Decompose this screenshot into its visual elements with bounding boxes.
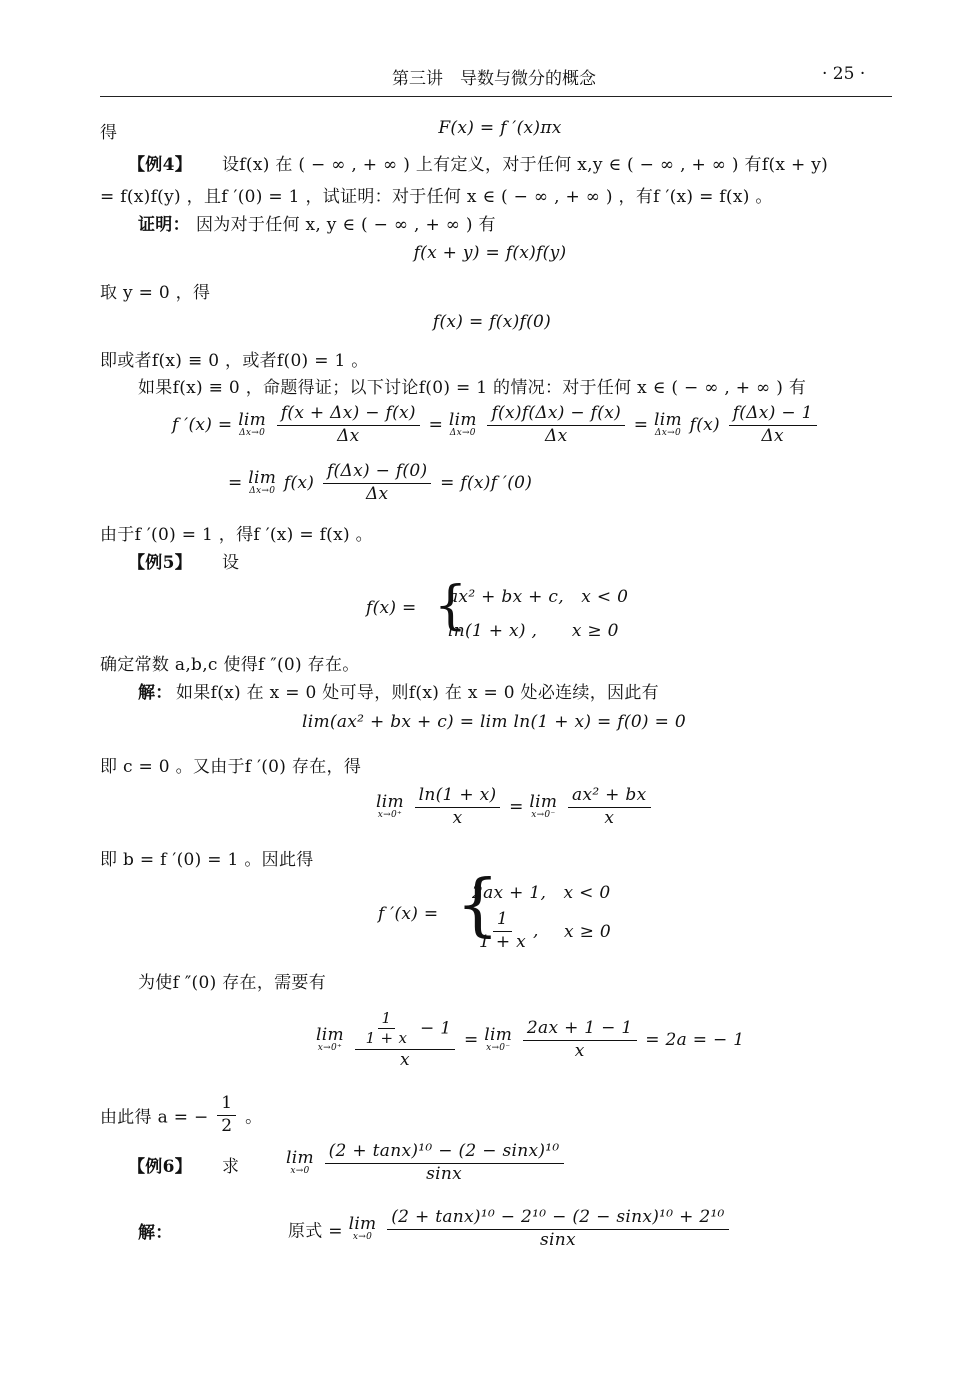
- example-4-line-2: = f(x)f(y) ，且f ′(0) = 1 ，试证明：对于任何 x ∈ ( − ∞ , + ∞ ) ，有f ′(x) = f(x) 。: [100, 187, 773, 207]
- piecewise-case-1: ax² + bx + c, x < 0: [448, 587, 629, 607]
- text-conclusion-ex4: 由于f ′(0) = 1 ，得f ′(x) = f(x) 。: [100, 525, 373, 545]
- piecewise-fprime-cond-2: x ≥ 0: [564, 922, 611, 942]
- page-number: · 25 ·: [822, 64, 866, 84]
- piecewise-fprime-brace: {: [456, 866, 500, 945]
- equation-f-x-f-0: f(x) = f(x)f(0): [432, 312, 552, 332]
- example-4-label: 【例4】: [128, 155, 193, 175]
- running-header-title: 第三讲 导数与微分的概念: [392, 69, 596, 89]
- example-4-line-1: 设f(x) 在 ( − ∞ , + ∞ ) 上有定义，对于任何 x,y ∈ ( − ∞ , + ∞ ) 有f(x + y): [222, 155, 829, 175]
- text-de: 得: [100, 123, 118, 143]
- equation-f-x-plus-y: f(x + y) = f(x)f(y): [413, 243, 567, 263]
- solution-line-1: 如果f(x) 在 x = 0 处可导，则f(x) 在 x = 0 处必连续，因此有: [176, 683, 659, 703]
- continuity-limit-equation: lim(ax² + bx + c) = lim ln(1 + x) = f(0) = 0: [302, 712, 686, 732]
- solution-6-label: 解：: [138, 1223, 173, 1243]
- example-6-qiu: 求: [222, 1157, 240, 1177]
- piecewise-brace: {: [434, 576, 468, 636]
- derivative-chain-line-1: f ′(x) = lim Δx→0 $\frac{f(x + \Delta x) - f(x)}{\Delta x}$ = lim Δx→0 $\frac{f(x)f(\Delta x) - f(x)}{\Delta x}$ = lim Δx→0 f(x) $\frac{f(\Delta x) - 1}{\Delta x}$: [172, 404, 820, 446]
- example-6-label: 【例6】: [128, 1157, 193, 1177]
- derivative-chain-line-2: = lim Δx→0 f(x) $\frac{f(\Delta x) - f(0)}{\Delta x}$ = f(x)f ′(0): [228, 461, 533, 504]
- piecewise-case-2: ln(1 + x) , x ≥ 0: [448, 621, 619, 641]
- a-result-line: 由此得 a = − $\frac{1}{2}$ 。: [100, 1093, 263, 1136]
- proof-line-1: 因为对于任何 x, y ∈ ( − ∞ , + ∞ ) 有: [196, 215, 496, 235]
- solution-label: 解：: [138, 683, 173, 703]
- text-either: 即或者f(x) ≡ 0 ，或者f(0) = 1 。: [100, 351, 369, 371]
- text-c-zero: 即 c = 0 。又由于f ′(0) 存在，得: [100, 757, 362, 777]
- text-determine-constants: 确定常数 a,b,c 使得f ″(0) 存在。: [100, 655, 360, 675]
- proof-label: 证明：: [138, 215, 190, 235]
- piecewise-fprime-lhs: f ′(x) =: [378, 904, 439, 924]
- piecewise-fprime-case-1: 2ax + 1, x < 0: [472, 883, 611, 903]
- example-5-label: 【例5】: [128, 553, 193, 573]
- piecewise-fprime-case-2: $\frac{1}{1 + x}$ ,: [479, 909, 539, 952]
- limit-equality-b: lim x→0⁺ $\frac{\ln(1 + x)}{x}$ = lim x→0⁻ $\frac{\text{ax² + bx}}{x}$: [376, 786, 654, 828]
- text-b-one: 即 b = f ′(0) = 1 。因此得: [100, 850, 314, 870]
- text-need-condition: 为使f ″(0) 存在，需要有: [138, 973, 327, 993]
- header-rule: [100, 96, 892, 97]
- example-5-she: 设: [222, 553, 240, 573]
- text-take-y-zero: 取 y = 0 ，得: [100, 283, 211, 303]
- equation-F: F(x) = f ′(x)πx: [438, 118, 562, 138]
- example-6-limit: lim x→0 $\frac{\text{(2 + tanx)¹⁰ − (2 − sinx)¹⁰}}{\sin x}$: [286, 1142, 567, 1184]
- solution-6-expression: 原式 = lim x→0 $\frac{\text{(2 + tanx)¹⁰ − 2¹⁰ − (2 − sinx)¹⁰ + 2¹⁰}}{\sin x}$: [288, 1208, 732, 1250]
- piecewise-f-lhs: f(x) =: [366, 598, 417, 618]
- text-if-case: 如果f(x) ≡ 0 ，命题得证；以下讨论f(0) = 1 的情况：对于任何 x ∈ ( − ∞ , + ∞ ) 有: [138, 378, 807, 398]
- second-derivative-limit: lim x→0⁺ $\frac{1}{1 + x}$ − 1 x = lim x→0⁻ $\frac{2ax + 1 - 1}{x}$ = 2a = − 1: [316, 1009, 745, 1070]
